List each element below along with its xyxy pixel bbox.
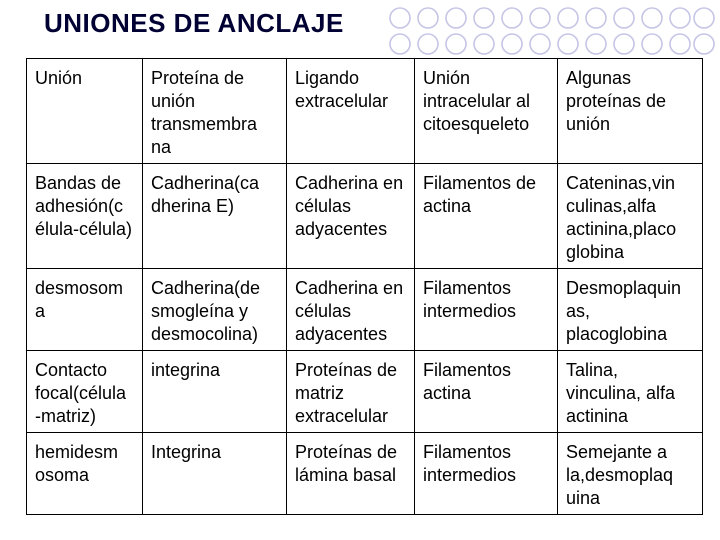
table-cell: Cadherina(ca dherina E) [143, 164, 287, 269]
table-cell: Filamentos intermedios [415, 433, 558, 515]
table-row [27, 269, 703, 351]
table-cell: desmosom a [27, 269, 143, 351]
table-row [27, 433, 703, 515]
table-cell: Cadherina en células adyacentes [287, 269, 415, 351]
table-cell: Proteína de unión transmembra na [143, 59, 287, 164]
table-row [27, 164, 703, 269]
table-cell: Desmoplaquin as, placoglobina [558, 269, 703, 351]
table-cell: Unión [27, 59, 143, 164]
table-cell: Proteínas de lámina basal [287, 433, 415, 515]
table-cell: Cateninas,vin culinas,alfa actinina,placo globina [558, 164, 703, 269]
table-cell: Bandas de adhesión(c élula-célula) [27, 164, 143, 269]
table-cell: Filamentos actina [415, 351, 558, 433]
table-cell: Talina, vinculina, alfa actinina [558, 351, 703, 433]
anchoring-junctions-table [26, 58, 702, 508]
table-cell: Unión intracelular al citoesqueleto [415, 59, 558, 164]
table-cell: hemidesm osoma [27, 433, 143, 515]
table-cell: Filamentos intermedios [415, 269, 558, 351]
table-cell: Ligando extracelular [287, 59, 415, 164]
table-cell: Cadherina(de smogleína y desmocolina) [143, 269, 287, 351]
table-cell: Cadherina en células adyacentes [287, 164, 415, 269]
table-cell: Proteínas de matriz extracelular [287, 351, 415, 433]
table-cell: Semejante a la,desmoplaq uina [558, 433, 703, 515]
table-cell: Algunas proteínas de unión [558, 59, 703, 164]
table-cell: integrina [143, 351, 287, 433]
table-cell: Integrina [143, 433, 287, 515]
table-cell: Contacto focal(célula -matriz) [27, 351, 143, 433]
table-row-header [27, 59, 703, 164]
table-cell: Filamentos de actina [415, 164, 558, 269]
page-title: UNIONES DE ANCLAJE [44, 8, 344, 38]
table-row [27, 351, 703, 433]
